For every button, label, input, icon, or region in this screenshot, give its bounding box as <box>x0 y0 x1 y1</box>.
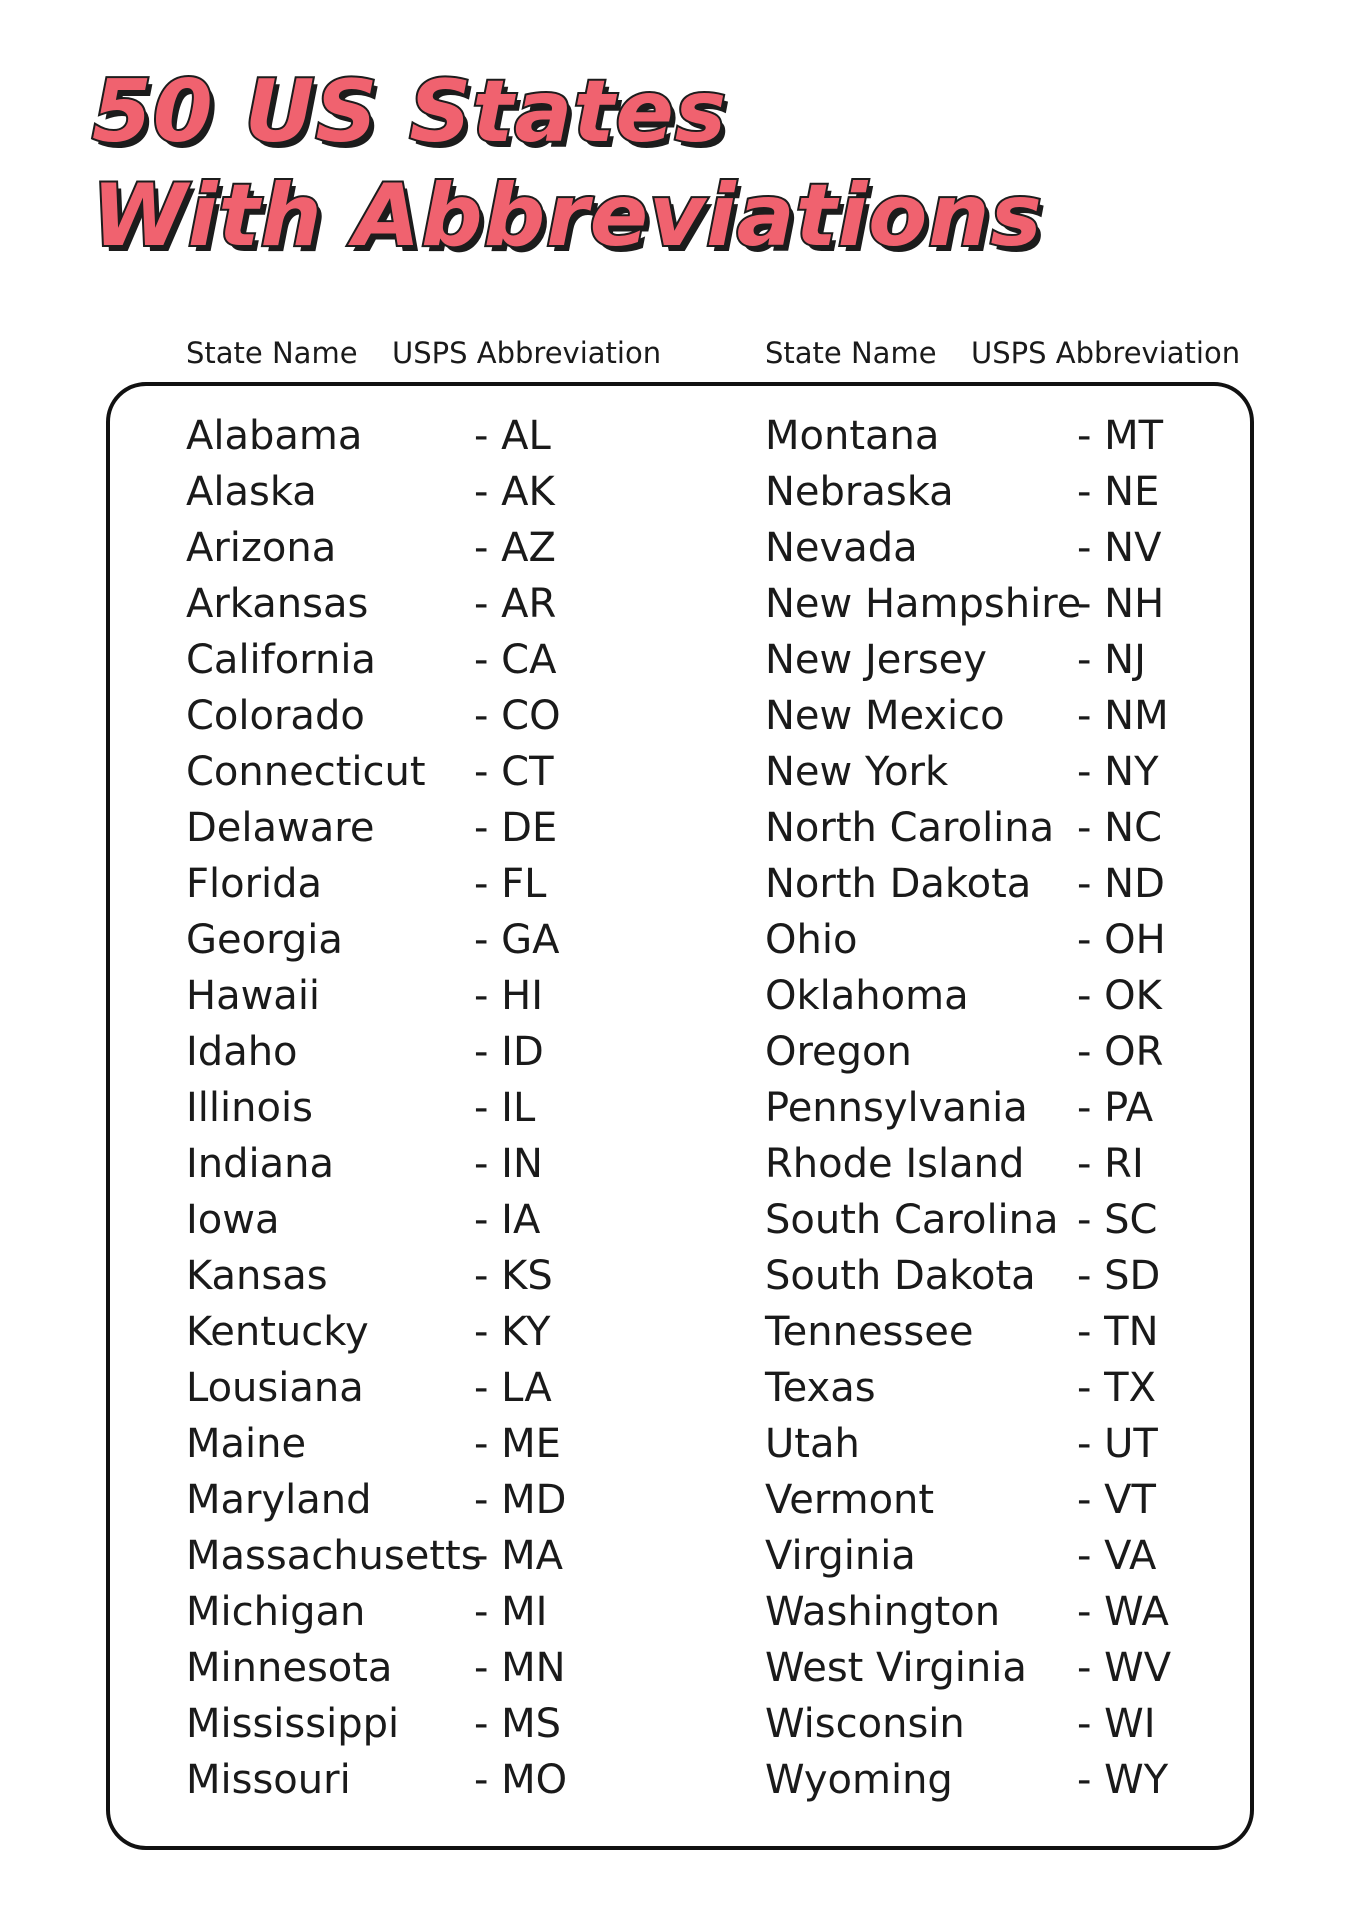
state-row <box>186 1080 606 1136</box>
state-row <box>765 520 1225 576</box>
state-abbreviation: - NC <box>1077 805 1162 851</box>
state-name: Colorado <box>186 693 365 739</box>
state-abbreviation: - MI <box>474 1589 548 1635</box>
state-row <box>186 912 606 968</box>
state-row <box>765 1416 1225 1472</box>
state-row <box>186 856 606 912</box>
state-name: Idaho <box>186 1029 298 1075</box>
state-name: Alaska <box>186 469 317 515</box>
state-row <box>765 1752 1225 1808</box>
state-row <box>186 1752 606 1808</box>
state-row <box>765 744 1225 800</box>
state-name: Oregon <box>765 1029 912 1075</box>
state-name: Missouri <box>186 1757 351 1803</box>
state-name: South Dakota <box>765 1253 1036 1299</box>
state-abbreviation: - NM <box>1077 693 1169 739</box>
state-row <box>765 408 1225 464</box>
state-row <box>186 744 606 800</box>
state-row <box>186 576 606 632</box>
title-line-2: With Abbreviations <box>92 166 1043 266</box>
state-row <box>765 856 1225 912</box>
state-name: Illinois <box>186 1085 313 1131</box>
state-abbreviation: - SC <box>1077 1197 1158 1243</box>
state-abbreviation: - AZ <box>474 525 556 571</box>
state-name: Rhode Island <box>765 1141 1025 1187</box>
state-abbreviation: - ID <box>474 1029 544 1075</box>
state-abbreviation: - LA <box>474 1365 552 1411</box>
state-name: Georgia <box>186 917 343 963</box>
state-row <box>765 632 1225 688</box>
state-row <box>765 912 1225 968</box>
state-abbreviation: - CO <box>474 693 561 739</box>
state-abbreviation: - WA <box>1077 1589 1169 1635</box>
state-abbreviation: - WV <box>1077 1645 1172 1691</box>
state-abbreviation: - OH <box>1077 917 1166 963</box>
state-row <box>186 1248 606 1304</box>
state-name: Kansas <box>186 1253 328 1299</box>
state-abbreviation: - MT <box>1077 413 1164 459</box>
state-abbreviation: - MD <box>474 1477 567 1523</box>
state-name: Montana <box>765 413 940 459</box>
state-abbreviation: - TN <box>1077 1309 1159 1355</box>
state-name: California <box>186 637 376 683</box>
state-name: West Virginia <box>765 1645 1027 1691</box>
state-abbreviation: - NJ <box>1077 637 1146 683</box>
state-row <box>765 1024 1225 1080</box>
state-row <box>765 1080 1225 1136</box>
state-row <box>186 1024 606 1080</box>
state-abbreviation: - MO <box>474 1757 568 1803</box>
state-row <box>186 1416 606 1472</box>
state-abbreviation: - DE <box>474 805 558 851</box>
state-row <box>186 408 606 464</box>
state-abbreviation: - AK <box>474 469 555 515</box>
state-name: Washington <box>765 1589 1001 1635</box>
left-states-list <box>186 408 606 1808</box>
state-row <box>186 464 606 520</box>
state-name: Michigan <box>186 1589 366 1635</box>
state-name: Wyoming <box>765 1757 953 1803</box>
state-name: Alabama <box>186 413 363 459</box>
state-name: Tennessee <box>765 1309 974 1355</box>
state-name: Florida <box>186 861 323 907</box>
state-row <box>186 1304 606 1360</box>
state-name: Arkansas <box>186 581 369 627</box>
state-row <box>765 1248 1225 1304</box>
state-name: Virginia <box>765 1533 916 1579</box>
state-name: North Dakota <box>765 861 1032 907</box>
state-abbreviation: - HI <box>474 973 544 1019</box>
state-abbreviation: - RI <box>1077 1141 1144 1187</box>
state-name: Maine <box>186 1421 307 1467</box>
state-name-header: State Name <box>765 336 937 370</box>
state-abbreviation: - SD <box>1077 1253 1161 1299</box>
state-abbreviation: - IN <box>474 1141 543 1187</box>
state-name: Mississippi <box>186 1701 400 1747</box>
state-name: Oklahoma <box>765 973 969 1019</box>
state-name: Wisconsin <box>765 1701 965 1747</box>
state-abbreviation: - OR <box>1077 1029 1164 1075</box>
state-row <box>186 520 606 576</box>
state-name: New Hampshire <box>765 581 1082 627</box>
usps-abbreviation-header: USPS Abbreviation <box>392 336 662 370</box>
state-abbreviation: - AL <box>474 413 551 459</box>
state-abbreviation: - WI <box>1077 1701 1156 1747</box>
state-abbreviation: - NE <box>1077 469 1160 515</box>
state-row <box>186 1640 606 1696</box>
state-row <box>186 1360 606 1416</box>
state-name: Arizona <box>186 525 337 571</box>
state-row <box>186 800 606 856</box>
state-abbreviation: - IA <box>474 1197 541 1243</box>
state-name: Ohio <box>765 917 858 963</box>
state-name: New Jersey <box>765 637 987 683</box>
state-abbreviation: - GA <box>474 917 560 963</box>
state-abbreviation: - OK <box>1077 973 1162 1019</box>
state-name: Nebraska <box>765 469 954 515</box>
state-abbreviation: - IL <box>474 1085 536 1131</box>
state-name-header: State Name <box>186 336 358 370</box>
state-name: Lousiana <box>186 1365 364 1411</box>
state-abbreviation: - FL <box>474 861 547 907</box>
state-name: Indiana <box>186 1141 335 1187</box>
state-name: Vermont <box>765 1477 935 1523</box>
state-row <box>186 1472 606 1528</box>
state-name: Hawaii <box>186 973 321 1019</box>
state-name: Massachusetts <box>186 1533 482 1579</box>
state-row <box>765 1304 1225 1360</box>
state-name: Connecticut <box>186 749 426 795</box>
state-name: Minnesota <box>186 1645 393 1691</box>
state-abbreviation: - MN <box>474 1645 566 1691</box>
title-line-1: 50 US States <box>92 62 728 162</box>
state-abbreviation: - NY <box>1077 749 1159 795</box>
state-row <box>765 800 1225 856</box>
state-abbreviation: - UT <box>1077 1421 1158 1467</box>
state-row <box>765 576 1225 632</box>
state-abbreviation: - NH <box>1077 581 1165 627</box>
state-name: Pennsylvania <box>765 1085 1028 1131</box>
state-row <box>765 1528 1225 1584</box>
state-row <box>186 632 606 688</box>
state-row <box>765 1360 1225 1416</box>
state-abbreviation: - VT <box>1077 1477 1156 1523</box>
state-abbreviation: - MS <box>474 1701 562 1747</box>
state-name: Texas <box>765 1365 876 1411</box>
state-row <box>765 1584 1225 1640</box>
state-row <box>765 1696 1225 1752</box>
state-name: North Carolina <box>765 805 1055 851</box>
state-abbreviation: - ME <box>474 1421 561 1467</box>
state-abbreviation: - CT <box>474 749 554 795</box>
state-abbreviation: - KS <box>474 1253 553 1299</box>
state-row <box>765 968 1225 1024</box>
state-name: Iowa <box>186 1197 280 1243</box>
state-row <box>765 1640 1225 1696</box>
state-abbreviation: - CA <box>474 637 557 683</box>
state-name: Nevada <box>765 525 918 571</box>
state-name: New York <box>765 749 949 795</box>
state-abbreviation: - ND <box>1077 861 1165 907</box>
state-row <box>765 464 1225 520</box>
state-row <box>765 1472 1225 1528</box>
state-row <box>765 688 1225 744</box>
state-abbreviation: - VA <box>1077 1533 1157 1579</box>
state-row <box>186 1696 606 1752</box>
state-abbreviation: - AR <box>474 581 557 627</box>
state-row <box>186 688 606 744</box>
right-states-list <box>765 408 1225 1808</box>
state-row <box>186 968 606 1024</box>
usps-abbreviation-header: USPS Abbreviation <box>971 336 1241 370</box>
state-abbreviation: - PA <box>1077 1085 1154 1131</box>
state-abbreviation: - WY <box>1077 1757 1169 1803</box>
state-row <box>186 1192 606 1248</box>
state-row <box>765 1136 1225 1192</box>
state-row <box>765 1192 1225 1248</box>
state-name: Delaware <box>186 805 375 851</box>
page-title <box>92 60 1043 268</box>
state-name: South Carolina <box>765 1197 1059 1243</box>
state-row <box>186 1584 606 1640</box>
state-name: Utah <box>765 1421 860 1467</box>
state-name: Kentucky <box>186 1309 369 1355</box>
state-name: New Mexico <box>765 693 1005 739</box>
state-name: Maryland <box>186 1477 372 1523</box>
state-row <box>186 1528 606 1584</box>
state-abbreviation: - TX <box>1077 1365 1156 1411</box>
state-abbreviation: - MA <box>474 1533 564 1579</box>
state-abbreviation: - NV <box>1077 525 1162 571</box>
state-abbreviation: - KY <box>474 1309 551 1355</box>
state-row <box>186 1136 606 1192</box>
